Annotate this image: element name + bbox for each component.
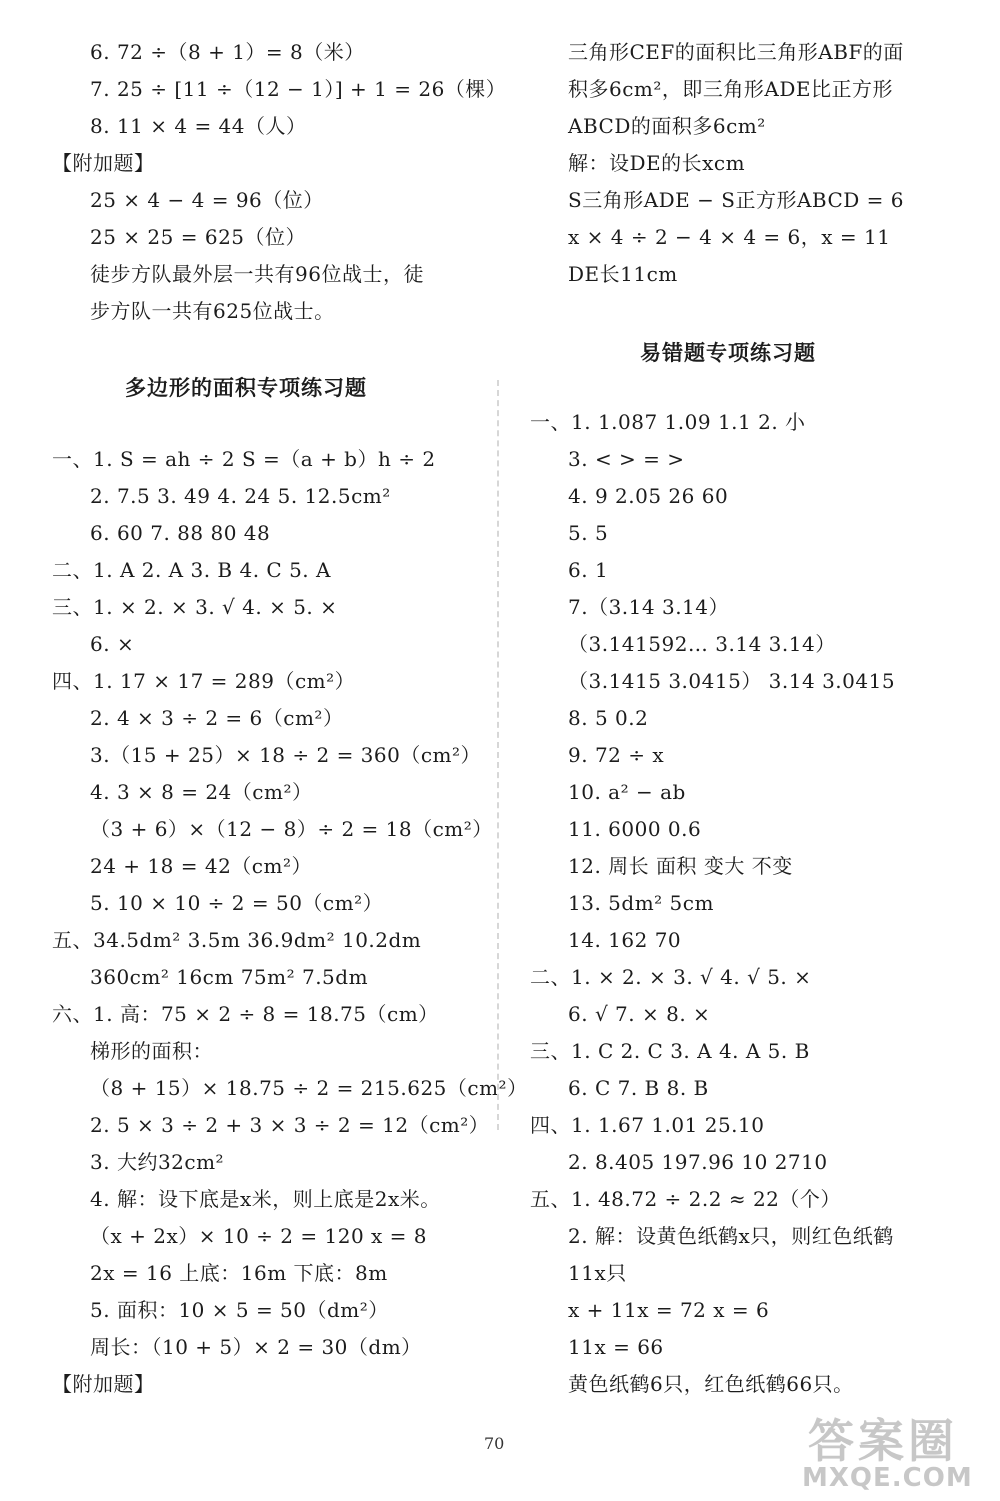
answer-line: 积多6cm²，即三角形ADE比正方形 xyxy=(568,77,893,101)
answer-line: 11x = 66 xyxy=(568,1335,664,1359)
watermark-text: 答案圈 xyxy=(808,1414,958,1468)
answer-line: 7.（3.14 3.14） xyxy=(568,595,730,619)
answer-line: 6. 1 xyxy=(568,558,609,582)
answer-line: 五、34.5dm² 3.5m 36.9dm² 10.2dm xyxy=(52,928,422,952)
answer-line: 4. 3 × 8 = 24（cm²） xyxy=(90,780,313,804)
answer-line: （x + 2x）× 10 ÷ 2 = 120 x = 8 xyxy=(90,1224,427,1248)
answer-line: 一、1. S = ah ÷ 2 S =（a + b）h ÷ 2 xyxy=(52,447,436,471)
answer-line: 25 × 25 = 625（位） xyxy=(90,225,307,249)
answer-line: 4. 解：设下底是x米，则上底是2x米。 xyxy=(90,1187,441,1211)
answer-line: 25 × 4 − 4 = 96（位） xyxy=(90,188,324,212)
answer-line: 8. 11 × 4 = 44（人） xyxy=(90,114,307,138)
answer-line: 4. 9 2.05 26 60 xyxy=(568,484,729,508)
answer-line: 3.（15 + 25）× 18 ÷ 2 = 360（cm²） xyxy=(90,743,482,767)
answer-line: （3 + 6）×（12 − 8）÷ 2 = 18（cm²） xyxy=(90,817,493,841)
answer-line: 解：设DE的长xcm xyxy=(568,151,746,175)
answer-line: 2. 7.5 3. 49 4. 24 5. 12.5cm² xyxy=(90,484,391,508)
answer-line: 6. × xyxy=(90,632,135,656)
answer-line: 2. 8.405 197.96 10 2710 xyxy=(568,1150,828,1174)
answer-line: DE长11cm xyxy=(568,262,678,286)
answer-line: 三角形CEF的面积比三角形ABF的面 xyxy=(568,40,904,64)
answer-line: 二、1. A 2. A 3. B 4. C 5. A xyxy=(52,558,331,582)
watermark-url: MXQE.COM xyxy=(802,1463,973,1493)
answer-line: （8 + 15）× 18.75 ÷ 2 = 215.625（cm²） xyxy=(90,1076,528,1100)
answer-line: 6. 60 7. 88 80 48 xyxy=(90,521,271,545)
answer-line: 6. √ 7. × 8. × xyxy=(568,1002,711,1026)
answer-line: （3.1415 3.0415） 3.14 3.0415 xyxy=(568,669,896,693)
answer-line: 5. 5 xyxy=(568,521,609,545)
section-title-polygon-area: 多边形的面积专项练习题 xyxy=(125,376,367,400)
answer-line: 徒步方队最外层一共有96位战士，徒 xyxy=(90,262,424,286)
answer-line: 2. 5 × 3 ÷ 2 + 3 × 3 ÷ 2 = 12（cm²） xyxy=(90,1113,490,1137)
answer-line: 步方队一共有625位战士。 xyxy=(90,299,335,323)
answer-line: 6. C 7. B 8. B xyxy=(568,1076,709,1100)
section-title-error-prone: 易错题专项练习题 xyxy=(640,341,816,365)
answer-line: 周长：（10 + 5）× 2 = 30（dm） xyxy=(90,1335,422,1359)
answer-line: 24 + 18 = 42（cm²） xyxy=(90,854,312,878)
answer-line: 五、1. 48.72 ÷ 2.2 ≈ 22（个） xyxy=(530,1187,841,1211)
answer-line: 5. 面积：10 × 5 = 50（dm²） xyxy=(90,1298,389,1322)
answer-line: 5. 10 × 10 ÷ 2 = 50（cm²） xyxy=(90,891,384,915)
answer-line: 11x只 xyxy=(568,1261,627,1285)
answer-line: 3. < > = > xyxy=(568,447,685,471)
answer-line: 2x = 16 上底：16m 下底：8m xyxy=(90,1261,388,1285)
answer-line: x + 11x = 72 x = 6 xyxy=(568,1298,770,1322)
answer-line: ABCD的面积多6cm² xyxy=(568,114,766,138)
answer-line: 9. 72 ÷ x xyxy=(568,743,665,767)
answer-line: 8. 5 0.2 xyxy=(568,706,649,730)
answer-line: （3.141592… 3.14 3.14） xyxy=(568,632,836,656)
answer-line: 三、1. × 2. × 3. √ 4. × 5. × xyxy=(52,595,338,619)
answer-line: 3. 大约32cm² xyxy=(90,1150,225,1174)
answer-line: 黄色纸鹤6只，红色纸鹤66只。 xyxy=(568,1372,854,1396)
page-number: 70 xyxy=(484,1434,505,1453)
answer-line: 14. 162 70 xyxy=(568,928,682,952)
watermark-logo xyxy=(800,1405,995,1497)
bonus-heading: 【附加题】 xyxy=(52,1372,155,1396)
answer-line: 梯形的面积： xyxy=(90,1039,213,1063)
answer-line: 四、1. 17 × 17 = 289（cm²） xyxy=(52,669,356,693)
answer-line: 2. 解：设黄色纸鹤x只，则红色纸鹤 xyxy=(568,1224,894,1248)
answer-line: 一、1. 1.087 1.09 1.1 2. 小 xyxy=(530,410,806,434)
answer-line: 四、1. 1.67 1.01 25.10 xyxy=(530,1113,765,1137)
answer-line: 二、1. × 2. × 3. √ 4. √ 5. × xyxy=(530,965,812,989)
bonus-heading: 【附加题】 xyxy=(52,151,155,175)
answer-line: 六、1. 高：75 × 2 ÷ 8 = 18.75（cm） xyxy=(52,1002,439,1026)
answer-line: 2. 4 × 3 ÷ 2 = 6（cm²） xyxy=(90,706,344,730)
answer-line: 7. 25 ÷ [11 ÷（12 − 1）] + 1 = 26（棵） xyxy=(90,77,507,101)
answer-line: 6. 72 ÷（8 + 1）= 8（米） xyxy=(90,40,365,64)
answer-line: S三角形ADE − S正方形ABCD = 6 xyxy=(568,188,904,212)
answer-line: x × 4 ÷ 2 − 4 × 4 = 6，x = 11 xyxy=(568,225,891,249)
answer-line: 13. 5dm² 5cm xyxy=(568,891,714,915)
column-divider xyxy=(497,380,499,1130)
answer-line: 12. 周长 面积 变大 不变 xyxy=(568,854,793,878)
answer-line: 360cm² 16cm 75m² 7.5dm xyxy=(90,965,369,989)
answer-line: 10. a² − ab xyxy=(568,780,686,804)
answer-line: 11. 6000 0.6 xyxy=(568,817,702,841)
answer-line: 三、1. C 2. C 3. A 4. A 5. B xyxy=(530,1039,810,1063)
